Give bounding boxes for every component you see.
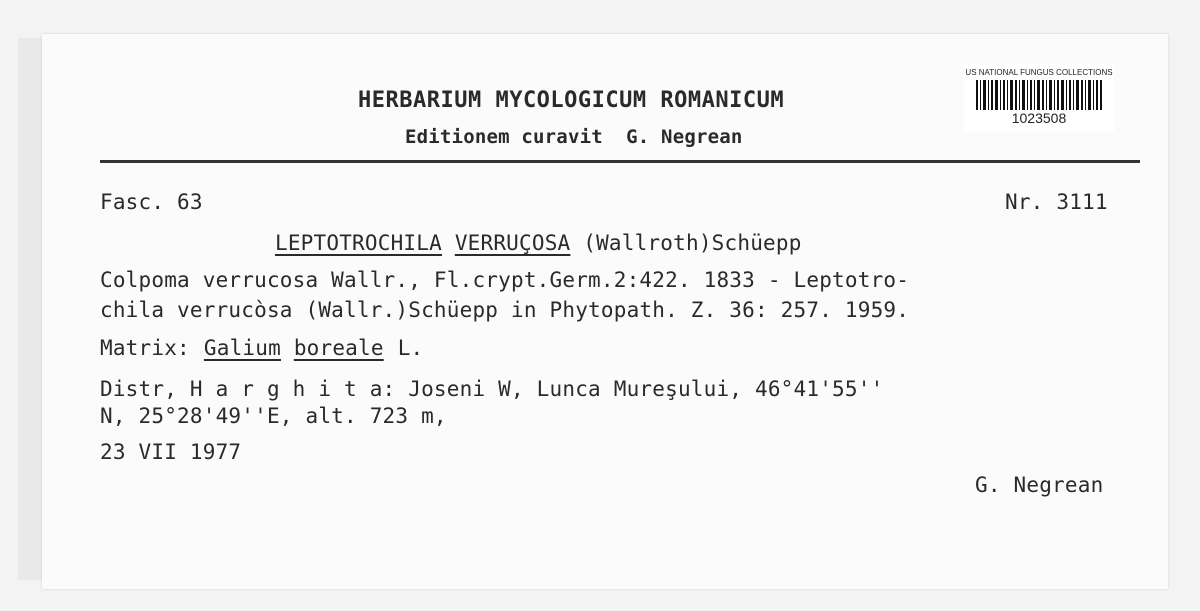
barcode-label	[964, 64, 1114, 132]
taxon-name	[275, 231, 802, 255]
collector-name: G. Negrean	[975, 473, 1104, 497]
editor-line: Editionem curavit G. Negrean	[405, 126, 743, 148]
exsiccata-number: Nr. 3111	[1005, 190, 1108, 214]
fascicle-number: Fasc. 63	[100, 190, 203, 214]
taxon-species: VERRUÇOSA	[454, 231, 571, 255]
barcode-bars	[976, 80, 1102, 110]
barcode-institution: US NATIONAL FUNGUS COLLECTIONS	[965, 68, 1113, 77]
matrix-label: Matrix:	[100, 336, 190, 360]
citation-line-2: chila verrucòsa (Wallr.)Schüepp in Phytopath. Z. 36: 257. 1959.	[100, 298, 910, 322]
distribution-line-1: Distr, H a r g h i t a: Joseni W, Lunca Mureşului, 46°41'55''	[100, 377, 884, 401]
taxon-authority: (Wallroth)Schüepp	[570, 231, 802, 255]
matrix-line	[100, 336, 423, 360]
header-divider	[100, 160, 1140, 163]
matrix-genus: Galium	[203, 336, 281, 360]
matrix-authority: L.	[397, 336, 424, 360]
collection-date: 23 VII 1977	[100, 440, 242, 464]
herbarium-title: HERBARIUM MYCOLOGICUM ROMANICUM	[358, 88, 785, 113]
matrix-species: boreale	[293, 336, 384, 360]
distribution-line-2: N, 25°28'49''E, alt. 723 m,	[100, 404, 447, 428]
barcode-number: 1023508	[1011, 110, 1067, 126]
citation-line-1: Colpoma verrucosa Wallr., Fl.crypt.Germ.2:422. 1833 - Leptotro-	[100, 268, 910, 292]
taxon-genus: LEPTOTROCHILA	[275, 231, 442, 255]
